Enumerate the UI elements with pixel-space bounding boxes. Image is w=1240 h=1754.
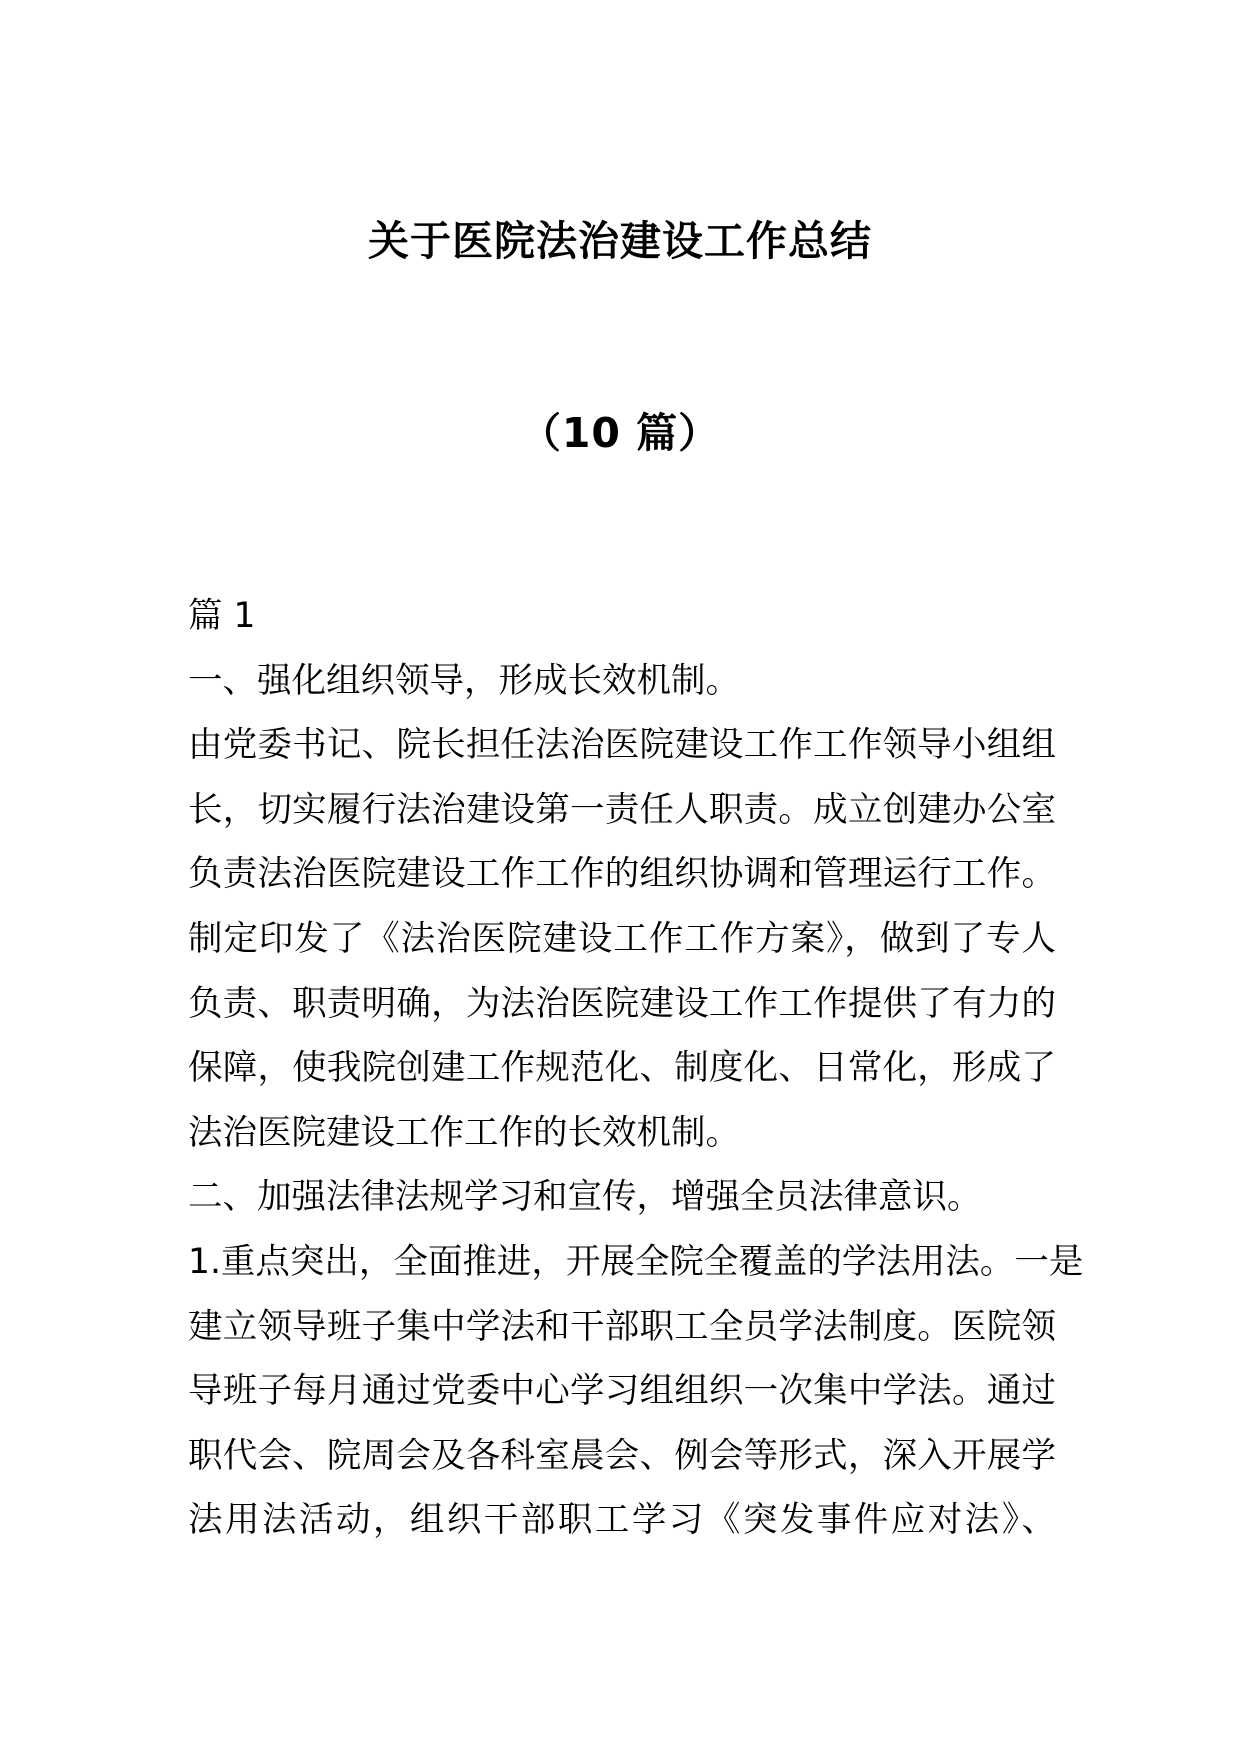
paragraph-line: 由党委书记、院长担任法治医院建设工作工作领导小组组 — [188, 725, 1056, 766]
section-label: 篇 1 — [188, 596, 256, 636]
paragraph-line: 负责法治医院建设工作工作的组织协调和管理运行工作。 — [188, 854, 1056, 895]
paragraph-line: 长，切实履行法治建设第一责任人职责。成立创建办公室 — [188, 789, 1056, 830]
document-title: 关于医院法治建设工作总结 — [368, 217, 872, 265]
paragraph-line: 法治医院建设工作工作的长效机制。 — [188, 1112, 740, 1153]
paragraph-line: 保障，使我院创建工作规范化、制度化、日常化，形成了 — [188, 1048, 1056, 1089]
document-subtitle: （10 篇） — [519, 409, 721, 457]
paragraph-line: 制定印发了《法治医院建设工作工作方案》，做到了专人 — [188, 918, 1056, 959]
paragraph-line: 负责、职责明确，为法治医院建设工作工作提供了有力的 — [188, 983, 1056, 1024]
heading-1: 一、强化组织领导，形成长效机制。 — [188, 660, 740, 701]
paragraph-line: 法用法活动，组织干部职工学习《突发事件应对法》、 — [188, 1500, 1056, 1541]
paragraph-line: 导班子每月通过党委中心学习组组织一次集中学法。通过 — [188, 1371, 1056, 1412]
paragraph-line: 职代会、院周会及各科室晨会、例会等形式，深入开展学 — [188, 1435, 1056, 1476]
heading-2: 二、加强法律法规学习和宣传，增强全员法律意识。 — [188, 1177, 982, 1218]
paragraph-line: 1.重点突出，全面推进，开展全院全覆盖的学法用法。一是 — [188, 1241, 1084, 1282]
paragraph-line: 建立领导班子集中学法和干部职工全员学法制度。医院领 — [188, 1306, 1056, 1347]
document-body — [188, 584, 1084, 1553]
